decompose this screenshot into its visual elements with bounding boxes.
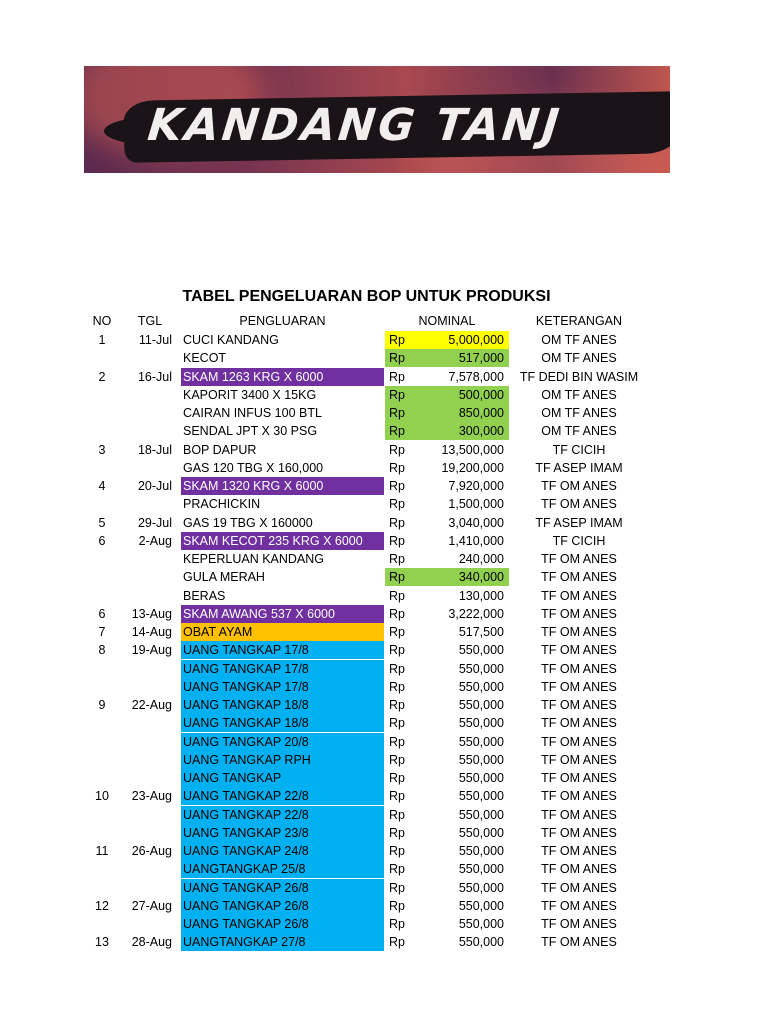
cell-pengeluaran: UANG TANGKAP 22/8 — [181, 787, 384, 805]
cell-pengeluaran: UANG TANGKAP 22/8 — [181, 806, 384, 824]
cell-keterangan: TF OM ANES — [541, 862, 617, 877]
cell-pengeluaran: UANGTANGKAP 27/8 — [181, 933, 384, 951]
cell-pengeluaran: KEPERLUAN KANDANG — [183, 552, 325, 566]
cell-nominal — [385, 860, 509, 878]
table-row — [0, 915, 768, 933]
cell-tgl: 26-Aug — [131, 844, 172, 858]
table-row — [0, 879, 768, 897]
amount-value: 550,000 — [458, 679, 504, 694]
currency-label: Rp — [389, 570, 405, 585]
cell-no: 13 — [95, 935, 109, 950]
cell-no: 7 — [98, 625, 106, 639]
cell-pengeluaran: PRACHICKIN — [183, 497, 261, 512]
amount-value: 3,040,000 — [448, 515, 504, 530]
cell-nominal — [385, 422, 509, 440]
cell-nominal — [385, 349, 509, 367]
cell-tgl: 29-Jul — [137, 515, 172, 530]
table-row — [0, 641, 768, 659]
amount-value: 517,500 — [458, 625, 504, 639]
cell-keterangan: TF OM ANES — [541, 552, 617, 566]
cell-nominal — [385, 568, 509, 586]
header-banner — [84, 66, 670, 173]
cell-tgl — [122, 386, 172, 404]
cell-keterangan: OM TF ANES — [541, 333, 617, 347]
amount-value: 550,000 — [458, 880, 504, 895]
cell-nominal — [385, 641, 509, 659]
table-row — [0, 422, 768, 440]
cell-no: 6 — [98, 533, 106, 548]
cell-keterangan: TF ASEP IMAM — [535, 515, 623, 530]
table-row — [0, 477, 768, 495]
cell-nominal — [385, 897, 509, 915]
cell-nominal — [385, 915, 509, 933]
currency-label: Rp — [389, 442, 405, 457]
cell-nominal — [385, 751, 509, 769]
cell-nominal — [385, 842, 509, 860]
cell-keterangan: OM TF ANES — [541, 387, 617, 402]
cell-pengeluaran: UANG TANGKAP 17/8 — [181, 660, 384, 678]
cell-tgl: 14-Aug — [131, 625, 172, 639]
amount-value: 7,578,000 — [448, 369, 504, 384]
cell-pengeluaran: UANG TANGKAP RPH — [181, 751, 384, 769]
cell-no: 6 — [98, 606, 106, 621]
cell-keterangan: TF OM ANES — [541, 752, 617, 767]
cell-no — [86, 550, 118, 568]
cell-pengeluaran: SKAM AWANG 537 X 6000 — [181, 605, 384, 623]
cell-pengeluaran: SKAM KECOT 235 KRG X 6000 — [181, 532, 384, 550]
cell-keterangan: OM TF ANES — [541, 351, 617, 366]
cell-pengeluaran: UANG TANGKAP — [181, 769, 384, 787]
amount-value: 550,000 — [458, 844, 504, 858]
currency-label: Rp — [389, 406, 405, 420]
table-row — [0, 568, 768, 586]
cell-keterangan: TF OM ANES — [541, 679, 617, 694]
currency-label: Rp — [389, 880, 405, 895]
cell-no: 5 — [98, 515, 106, 530]
cell-keterangan: TF OM ANES — [541, 734, 617, 749]
cell-pengeluaran: SENDAL JPT X 30 PSG — [183, 424, 318, 439]
currency-label: Rp — [389, 588, 405, 603]
cell-tgl — [122, 678, 172, 696]
cell-keterangan: TF DEDI BIN WASIM — [519, 369, 639, 384]
currency-label: Rp — [389, 625, 405, 639]
cell-tgl — [122, 587, 172, 605]
cell-tgl — [122, 860, 172, 878]
cell-nominal — [385, 933, 509, 951]
table-row — [0, 860, 768, 878]
cell-tgl — [122, 733, 172, 751]
column-header-nominal: NOMINAL — [418, 314, 476, 328]
table-row — [0, 349, 768, 367]
cell-keterangan: TF OM ANES — [541, 771, 617, 785]
table-row — [0, 587, 768, 605]
currency-label: Rp — [389, 606, 405, 621]
cell-nominal — [385, 495, 509, 513]
cell-keterangan: TF OM ANES — [541, 497, 617, 512]
currency-label: Rp — [389, 752, 405, 767]
currency-label: Rp — [389, 898, 405, 913]
cell-pengeluaran: UANG TANGKAP 20/8 — [181, 733, 384, 751]
column-header-no: NO — [92, 314, 112, 328]
cell-keterangan: TF OM ANES — [541, 716, 617, 731]
cell-tgl: 19-Aug — [131, 643, 172, 658]
cell-no — [86, 733, 118, 751]
cell-nominal — [385, 459, 509, 477]
cell-pengeluaran: UANG TANGKAP 26/8 — [181, 915, 384, 933]
cell-keterangan: TF OM ANES — [541, 825, 617, 840]
table-title: TABEL PENGELUARAN BOP UNTUK PRODUKSI — [182, 288, 551, 305]
currency-label: Rp — [389, 789, 405, 804]
currency-label: Rp — [389, 333, 405, 347]
table-row — [0, 441, 768, 459]
currency-label: Rp — [389, 771, 405, 785]
cell-no — [86, 459, 118, 477]
table-row — [0, 368, 768, 386]
cell-pengeluaran: UANGTANGKAP 25/8 — [181, 860, 384, 878]
table-row — [0, 824, 768, 842]
cell-tgl — [122, 879, 172, 897]
cell-no — [86, 860, 118, 878]
cell-nominal — [385, 404, 509, 422]
amount-value: 550,000 — [458, 898, 504, 913]
table-row — [0, 933, 768, 951]
cell-nominal — [385, 441, 509, 459]
table-row — [0, 514, 768, 532]
table-row — [0, 550, 768, 568]
cell-keterangan: TF OM ANES — [541, 606, 617, 621]
amount-value: 550,000 — [458, 716, 504, 731]
cell-nominal — [385, 696, 509, 714]
table-row — [0, 751, 768, 769]
currency-label: Rp — [389, 479, 405, 493]
amount-value: 550,000 — [458, 771, 504, 785]
cell-pengeluaran: UANG TANGKAP 17/8 — [181, 641, 384, 659]
cell-tgl: 27-Aug — [131, 898, 172, 913]
amount-value: 550,000 — [458, 917, 504, 931]
cell-keterangan: TF OM ANES — [541, 807, 617, 822]
cell-no — [86, 769, 118, 787]
cell-keterangan: TF OM ANES — [541, 625, 617, 639]
amount-value: 240,000 — [458, 552, 504, 566]
amount-value: 550,000 — [458, 935, 504, 950]
currency-label: Rp — [389, 716, 405, 731]
column-header-tgl: TGL — [137, 314, 163, 328]
cell-pengeluaran: UANG TANGKAP 18/8 — [181, 714, 384, 732]
cell-tgl — [122, 751, 172, 769]
cell-tgl: 13-Aug — [131, 606, 172, 621]
table-row — [0, 897, 768, 915]
cell-tgl — [122, 660, 172, 678]
cell-tgl: 22-Aug — [131, 698, 172, 712]
table-row — [0, 386, 768, 404]
amount-value: 1,410,000 — [448, 533, 504, 548]
amount-value: 340,000 — [458, 570, 504, 585]
amount-value: 550,000 — [458, 825, 504, 840]
table-row — [0, 806, 768, 824]
cell-tgl: 2-Aug — [138, 533, 172, 548]
cell-tgl: 28-Aug — [131, 935, 172, 950]
cell-tgl — [122, 404, 172, 422]
cell-tgl — [122, 769, 172, 787]
column-header-pengeluaran: PENGLUARAN — [239, 314, 326, 328]
cell-nominal — [385, 824, 509, 842]
cell-nominal — [385, 605, 509, 623]
table-row — [0, 495, 768, 513]
amount-value: 13,500,000 — [441, 442, 504, 457]
amount-value: 19,200,000 — [441, 460, 504, 475]
cell-pengeluaran: UANG TANGKAP 24/8 — [181, 842, 384, 860]
cell-keterangan: TF OM ANES — [541, 643, 617, 658]
cell-nominal — [385, 660, 509, 678]
table-row — [0, 459, 768, 477]
amount-value: 7,920,000 — [448, 479, 504, 493]
cell-tgl — [122, 824, 172, 842]
table-row — [0, 678, 768, 696]
cell-tgl: 20-Jul — [137, 479, 172, 493]
amount-value: 550,000 — [458, 789, 504, 804]
cell-pengeluaran: KECOT — [183, 351, 227, 366]
cell-keterangan: OM TF ANES — [541, 406, 617, 420]
cell-keterangan: TF OM ANES — [541, 898, 617, 913]
cell-pengeluaran: UANG TANGKAP 26/8 — [181, 879, 384, 897]
cell-tgl — [122, 714, 172, 732]
table-row — [0, 532, 768, 550]
currency-label: Rp — [389, 807, 405, 822]
amount-value: 517,000 — [458, 351, 504, 366]
cell-nominal — [385, 331, 509, 349]
cell-nominal — [385, 787, 509, 805]
cell-nominal — [385, 806, 509, 824]
currency-label: Rp — [389, 351, 405, 366]
cell-nominal — [385, 623, 509, 641]
table-row — [0, 331, 768, 349]
table-row — [0, 842, 768, 860]
currency-label: Rp — [389, 661, 405, 676]
cell-tgl — [122, 806, 172, 824]
currency-label: Rp — [389, 844, 405, 858]
currency-label: Rp — [389, 862, 405, 877]
cell-keterangan: TF OM ANES — [541, 479, 617, 493]
cell-pengeluaran: GAS 19 TBG X 160000 — [183, 515, 313, 530]
cell-tgl — [122, 550, 172, 568]
currency-label: Rp — [389, 424, 405, 439]
currency-label: Rp — [389, 460, 405, 475]
amount-value: 850,000 — [458, 406, 504, 420]
cell-no: 9 — [98, 698, 106, 712]
cell-keterangan: TF OM ANES — [541, 698, 617, 712]
cell-keterangan: TF ASEP IMAM — [535, 460, 623, 475]
currency-label: Rp — [389, 917, 405, 931]
currency-label: Rp — [389, 679, 405, 694]
cell-nominal — [385, 368, 509, 386]
amount-value: 550,000 — [458, 661, 504, 676]
cell-no: 2 — [98, 369, 106, 384]
cell-no — [86, 806, 118, 824]
cell-pengeluaran: BOP DAPUR — [183, 442, 257, 457]
amount-value: 1,500,000 — [448, 497, 504, 512]
amount-value: 5,000,000 — [448, 333, 504, 347]
currency-label: Rp — [389, 935, 405, 950]
cell-no — [86, 495, 118, 513]
cell-no: 1 — [98, 333, 106, 347]
cell-tgl: 11-Jul — [138, 333, 172, 347]
cell-no — [86, 422, 118, 440]
amount-value: 550,000 — [458, 752, 504, 767]
cell-pengeluaran: UANG TANGKAP 17/8 — [181, 678, 384, 696]
table-row — [0, 660, 768, 678]
currency-label: Rp — [389, 369, 405, 384]
cell-nominal — [385, 514, 509, 532]
cell-keterangan: TF OM ANES — [541, 935, 617, 950]
cell-no — [86, 386, 118, 404]
cell-pengeluaran: CAIRAN INFUS 100 BTL — [183, 406, 322, 420]
cell-keterangan: TF OM ANES — [541, 880, 617, 895]
cell-nominal — [385, 550, 509, 568]
cell-nominal — [385, 769, 509, 787]
table-row — [0, 605, 768, 623]
cell-keterangan: OM TF ANES — [541, 424, 617, 439]
cell-no — [86, 915, 118, 933]
cell-no — [86, 751, 118, 769]
amount-value: 550,000 — [458, 807, 504, 822]
cell-pengeluaran: KAPORIT 3400 X 15KG — [183, 387, 317, 402]
cell-keterangan: TF OM ANES — [541, 789, 617, 804]
cell-pengeluaran: UANG TANGKAP 23/8 — [181, 824, 384, 842]
cell-keterangan: TF OM ANES — [541, 917, 617, 931]
amount-value: 550,000 — [458, 643, 504, 658]
cell-pengeluaran: SKAM 1320 KRG X 6000 — [181, 477, 384, 495]
cell-no — [86, 349, 118, 367]
cell-nominal — [385, 733, 509, 751]
cell-no: 8 — [98, 643, 106, 658]
currency-label: Rp — [389, 734, 405, 749]
cell-no — [86, 404, 118, 422]
banner-title: KANDANG TANJ — [145, 100, 565, 151]
cell-pengeluaran: CUCI KANDANG — [183, 333, 279, 347]
cell-no — [86, 587, 118, 605]
currency-label: Rp — [389, 698, 405, 712]
table-row — [0, 769, 768, 787]
table-row — [0, 787, 768, 805]
cell-pengeluaran: BERAS — [183, 588, 226, 603]
cell-pengeluaran: SKAM 1263 KRG X 6000 — [181, 368, 384, 386]
cell-keterangan: TF OM ANES — [541, 570, 617, 585]
cell-nominal — [385, 678, 509, 696]
cell-nominal — [385, 386, 509, 404]
cell-nominal — [385, 477, 509, 495]
cell-keterangan: TF OM ANES — [541, 588, 617, 603]
cell-tgl — [122, 422, 172, 440]
column-header-keterangan: KETERANGAN — [535, 314, 623, 328]
cell-nominal — [385, 532, 509, 550]
cell-pengeluaran: GULA MERAH — [183, 570, 265, 585]
currency-label: Rp — [389, 825, 405, 840]
cell-no — [86, 568, 118, 586]
cell-no — [86, 714, 118, 732]
amount-value: 130,000 — [458, 588, 504, 603]
cell-keterangan: TF OM ANES — [541, 661, 617, 676]
cell-no — [86, 660, 118, 678]
cell-keterangan: TF OM ANES — [541, 844, 617, 858]
cell-tgl — [122, 349, 172, 367]
cell-no: 3 — [98, 442, 106, 457]
cell-tgl — [122, 915, 172, 933]
cell-no — [86, 678, 118, 696]
currency-label: Rp — [389, 497, 405, 512]
amount-value: 3,222,000 — [448, 606, 504, 621]
currency-label: Rp — [389, 533, 405, 548]
table-row — [0, 696, 768, 714]
amount-value: 550,000 — [458, 734, 504, 749]
table-row — [0, 623, 768, 641]
cell-tgl: 23-Aug — [131, 789, 172, 804]
cell-no: 10 — [95, 789, 109, 804]
amount-value: 550,000 — [458, 698, 504, 712]
cell-nominal — [385, 714, 509, 732]
cell-tgl — [122, 568, 172, 586]
cell-pengeluaran: UANG TANGKAP 18/8 — [181, 696, 384, 714]
cell-tgl — [122, 459, 172, 477]
amount-value: 500,000 — [458, 387, 504, 402]
cell-keterangan: TF CICIH — [552, 442, 606, 457]
amount-value: 300,000 — [458, 424, 504, 439]
amount-value: 550,000 — [458, 862, 504, 877]
cell-no: 4 — [98, 479, 106, 493]
table-row — [0, 714, 768, 732]
currency-label: Rp — [389, 515, 405, 530]
cell-keterangan: TF CICIH — [552, 533, 606, 548]
cell-tgl — [122, 495, 172, 513]
currency-label: Rp — [389, 643, 405, 658]
cell-no — [86, 824, 118, 842]
table-row — [0, 404, 768, 422]
table-row — [0, 733, 768, 751]
currency-label: Rp — [389, 552, 405, 566]
cell-tgl: 18-Jul — [137, 442, 172, 457]
cell-pengeluaran: GAS 120 TBG X 160,000 — [183, 460, 324, 475]
cell-tgl: 16-Jul — [137, 369, 172, 384]
cell-nominal — [385, 587, 509, 605]
cell-no: 12 — [95, 898, 109, 913]
cell-nominal — [385, 879, 509, 897]
cell-no — [86, 879, 118, 897]
cell-no: 11 — [95, 844, 109, 858]
currency-label: Rp — [389, 387, 405, 402]
cell-pengeluaran: OBAT AYAM — [181, 623, 384, 641]
cell-pengeluaran: UANG TANGKAP 26/8 — [181, 897, 384, 915]
